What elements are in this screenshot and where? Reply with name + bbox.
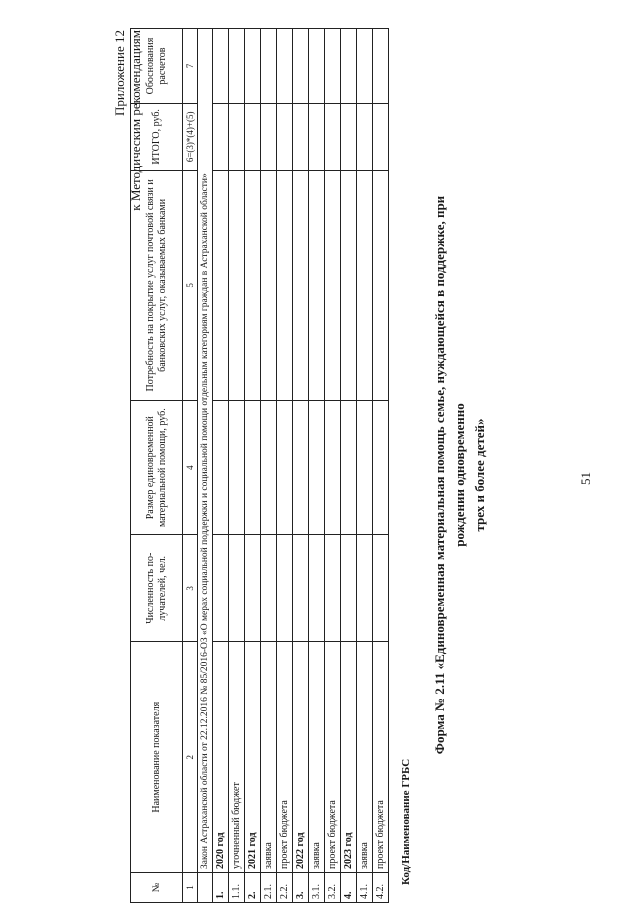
row-value-cell (341, 535, 357, 642)
row-number: 3.2. (325, 872, 341, 902)
law-row (198, 29, 213, 903)
row-value-cell (245, 401, 261, 535)
row-indicator-name: 2021 год (245, 642, 261, 873)
header-col-total: ИТОГО, руб. (131, 104, 183, 170)
row-value-cell (277, 170, 293, 401)
form-table (130, 28, 389, 903)
appendix-line-1: Приложение 12 (112, 30, 127, 117)
table-row (245, 29, 261, 903)
row-indicator-name: проект бюджета (277, 642, 293, 873)
row-indicator-name: 2022 год (293, 642, 309, 873)
row-number: 4.2. (373, 872, 389, 902)
row-value-cell (277, 104, 293, 170)
row-value-cell (293, 535, 309, 642)
row-value-cell (341, 401, 357, 535)
row-value-cell (373, 401, 389, 535)
row-value-cell (373, 535, 389, 642)
col-num-1: 1 (183, 872, 198, 902)
table-row (277, 29, 293, 903)
row-value-cell (213, 535, 229, 642)
table-row (213, 29, 229, 903)
row-value-cell (357, 170, 373, 401)
row-value-cell (261, 535, 277, 642)
grbs-label: Код/Наименование ГРБС (400, 758, 412, 885)
row-value-cell (309, 170, 325, 401)
row-value-cell (229, 29, 245, 104)
row-value-cell (373, 29, 389, 104)
row-value-cell (309, 104, 325, 170)
row-value-cell (373, 104, 389, 170)
table-row (373, 29, 389, 903)
row-value-cell (245, 104, 261, 170)
row-value-cell (341, 104, 357, 170)
row-value-cell (277, 401, 293, 535)
row-value-cell (293, 170, 309, 401)
row-value-cell (261, 104, 277, 170)
row-indicator-name: заявка (261, 642, 277, 873)
row-number: 4.1. (357, 872, 373, 902)
row-value-cell (309, 29, 325, 104)
col-num-2: 2 (183, 642, 198, 873)
row-value-cell (357, 29, 373, 104)
row-value-cell (293, 29, 309, 104)
row-value-cell (357, 401, 373, 535)
row-value-cell (261, 170, 277, 401)
row-indicator-name: уточненный бюджет (229, 642, 245, 873)
row-value-cell (213, 104, 229, 170)
row-number: 1. (213, 872, 229, 902)
header-col-number: № (131, 872, 183, 902)
row-value-cell (213, 401, 229, 535)
appendix-line-2: к Методическим рекомендациям (128, 30, 143, 211)
law-text: Закон Астраханской области от 22.12.2016 № 85/2016-ОЗ «О мерах социальной поддержки и социальной помощи отдельным категориям граждан в Астраханской области» (198, 29, 213, 873)
row-indicator-name: 2023 год (341, 642, 357, 873)
row-value-cell (325, 401, 341, 535)
form-title-line-1: Форма № 2.11 «Единовременная материальная помощь семье, нуждающейся в поддержке, при рождении одновременно (432, 195, 467, 755)
row-indicator-name: 2020 год (213, 642, 229, 873)
row-value-cell (293, 401, 309, 535)
row-value-cell (325, 104, 341, 170)
header-col-amount: Размер единовременной материальной помощи, руб. (131, 401, 183, 535)
col-num-7: 7 (183, 29, 198, 104)
row-number: 3.1. (309, 872, 325, 902)
row-number: 2. (245, 872, 261, 902)
row-value-cell (229, 401, 245, 535)
table-row (293, 29, 309, 903)
header-col-justification: Обоснования расчетов (131, 29, 183, 104)
row-value-cell (245, 29, 261, 104)
row-value-cell (341, 29, 357, 104)
row-number: 1.1. (229, 872, 245, 902)
row-value-cell (309, 401, 325, 535)
header-col-postal-bank: Потребность на покрытие услуг почтовой связи и банковских услуг, оказываемых банками (131, 170, 183, 401)
row-value-cell (245, 170, 261, 401)
row-value-cell (325, 535, 341, 642)
law-row-empty-cell (198, 872, 213, 902)
table-row (325, 29, 341, 903)
row-value-cell (229, 535, 245, 642)
row-value-cell (357, 535, 373, 642)
table-row (309, 29, 325, 903)
row-value-cell (357, 104, 373, 170)
row-value-cell (229, 170, 245, 401)
page-number: 51 (578, 472, 593, 485)
row-indicator-name: заявка (357, 642, 373, 873)
row-number: 3. (293, 872, 309, 902)
row-value-cell (309, 535, 325, 642)
col-num-5: 5 (183, 170, 198, 401)
row-value-cell (325, 170, 341, 401)
row-number: 2.1. (261, 872, 277, 902)
table-row (357, 29, 373, 903)
row-indicator-name: проект бюджета (325, 642, 341, 873)
table-row (261, 29, 277, 903)
header-col-name: Наименование показателя (131, 642, 183, 873)
col-num-6: 6=(3)*(4)+(5) (183, 104, 198, 170)
row-value-cell (293, 104, 309, 170)
row-value-cell (341, 170, 357, 401)
col-num-3: 3 (183, 535, 198, 642)
col-num-4: 4 (183, 401, 198, 535)
row-indicator-name: заявка (309, 642, 325, 873)
row-value-cell (277, 29, 293, 104)
row-value-cell (213, 29, 229, 104)
row-value-cell (325, 29, 341, 104)
row-value-cell (261, 29, 277, 104)
row-value-cell (213, 170, 229, 401)
form-title-line-2: трех и более детей» (472, 418, 487, 532)
row-value-cell (261, 401, 277, 535)
header-col-recipients: Численность по-лучателей, чел. (131, 535, 183, 642)
header-row (131, 29, 183, 903)
row-value-cell (245, 535, 261, 642)
row-value-cell (373, 170, 389, 401)
column-number-row (183, 29, 198, 903)
table-row (341, 29, 357, 903)
row-number: 4. (341, 872, 357, 902)
form-title (430, 185, 490, 765)
table-row (229, 29, 245, 903)
row-indicator-name: проект бюджета (373, 642, 389, 873)
row-value-cell (229, 104, 245, 170)
row-value-cell (277, 535, 293, 642)
row-number: 2.2. (277, 872, 293, 902)
